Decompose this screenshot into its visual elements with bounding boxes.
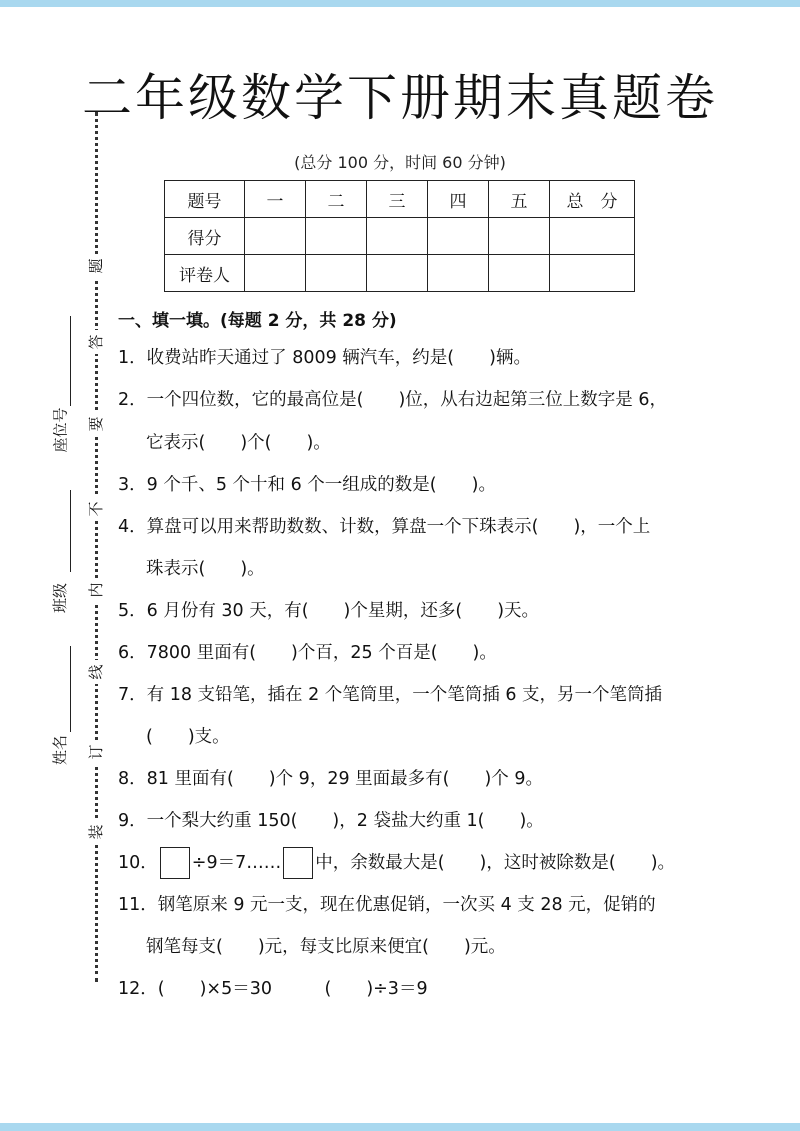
- binding-word: 线: [84, 660, 108, 684]
- question-text: 中，余数最大是( )，这时被除数是( )。: [315, 853, 676, 873]
- binding-word: 装: [84, 820, 108, 844]
- question-4-continued: 珠表示( )。: [146, 559, 265, 579]
- table-cell: 一: [245, 181, 306, 218]
- name-field[interactable]: [70, 646, 71, 732]
- grader-input-cell[interactable]: [245, 255, 306, 292]
- grader-input-cell[interactable]: [367, 255, 428, 292]
- table-row: [165, 255, 635, 292]
- binding-word: 内: [84, 578, 108, 602]
- grader-input-cell[interactable]: [550, 255, 635, 292]
- score-input-cell[interactable]: [306, 218, 367, 255]
- question-2-continued: 它表示( )个( )。: [146, 433, 331, 453]
- question-4: 4．算盘可以用来帮助数数、计数，算盘一个下珠表示( )，一个上: [118, 517, 651, 537]
- table-cell: 三: [367, 181, 428, 218]
- seat-number-label: 座位号: [51, 407, 70, 453]
- grader-input-cell[interactable]: [489, 255, 550, 292]
- score-input-cell[interactable]: [428, 218, 489, 255]
- binding-word: 题: [84, 254, 108, 278]
- answer-box[interactable]: [283, 847, 313, 879]
- question-2: 2．一个四位数，它的最高位是( )位，从右边起第三位上数字是 6，: [118, 390, 667, 410]
- question-7: 7．有 18 支铅笔，插在 2 个笔筒里，一个笔筒插 6 支，另一个笔筒插: [118, 685, 663, 705]
- binding-word: 订: [84, 740, 108, 764]
- table-cell: 得分: [165, 218, 245, 255]
- question-11: 11．钢笔原来 9 元一支，现在优惠促销，一次买 4 支 28 元，促销的: [118, 895, 656, 915]
- table-row: [165, 218, 635, 255]
- question-text: ÷9＝7……: [191, 853, 282, 873]
- table-cell: 总 分: [550, 181, 635, 218]
- answer-box[interactable]: [160, 847, 190, 879]
- score-input-cell[interactable]: [245, 218, 306, 255]
- grader-input-cell[interactable]: [428, 255, 489, 292]
- grader-input-cell[interactable]: [306, 255, 367, 292]
- question-9: 9．一个梨大约重 150( )，2 袋盐大约重 1( )。: [118, 811, 544, 831]
- binding-dotted-line: [95, 112, 98, 982]
- question-3: 3．9 个千、5 个十和 6 个一组成的数是( )。: [118, 475, 496, 495]
- exam-info: (总分 100 分，时间 60 分钟): [294, 153, 506, 172]
- table-cell: 五: [489, 181, 550, 218]
- table-cell: 二: [306, 181, 367, 218]
- class-label: 班级: [51, 582, 70, 614]
- question-1: 1．收费站昨天通过了 8009 辆汽车，约是( )辆。: [118, 348, 531, 368]
- question-8: 8．81 里面有( )个 9，29 里面最多有( )个 9。: [118, 769, 543, 789]
- binding-word: 要: [84, 412, 108, 436]
- table-cell: 四: [428, 181, 489, 218]
- binding-word: 不: [84, 497, 108, 521]
- page-title: 二年级数学下册期末真题卷: [82, 69, 718, 127]
- question-6: 6．7800 里面有( )个百，25 个百是( )。: [118, 643, 497, 663]
- name-label: 姓名: [51, 734, 70, 766]
- table-cell: 题号: [165, 181, 245, 218]
- question-5: 5．6 月份有 30 天，有( )个星期，还多( )天。: [118, 601, 540, 621]
- score-table: [164, 180, 635, 292]
- seat-number-field[interactable]: [70, 316, 71, 406]
- class-field[interactable]: [70, 490, 71, 572]
- section-heading: 一、填一填。(每题 2 分，共 28 分): [118, 311, 397, 331]
- top-frame-bar: [0, 0, 800, 7]
- score-input-cell[interactable]: [550, 218, 635, 255]
- table-cell: 评卷人: [165, 255, 245, 292]
- question-11-continued: 钢笔每支( )元，每支比原来便宜( )元。: [146, 937, 506, 957]
- question-7-continued: ( )支。: [146, 727, 230, 747]
- question-10: [118, 842, 703, 884]
- question-12: 12．( )×5＝30 ( )÷3＝9: [118, 979, 428, 999]
- score-input-cell[interactable]: [367, 218, 428, 255]
- score-input-cell[interactable]: [489, 218, 550, 255]
- binding-word: 答: [84, 330, 108, 354]
- table-row: [165, 181, 635, 218]
- question-number: 10．: [118, 853, 158, 873]
- bottom-frame-bar: [0, 1123, 800, 1131]
